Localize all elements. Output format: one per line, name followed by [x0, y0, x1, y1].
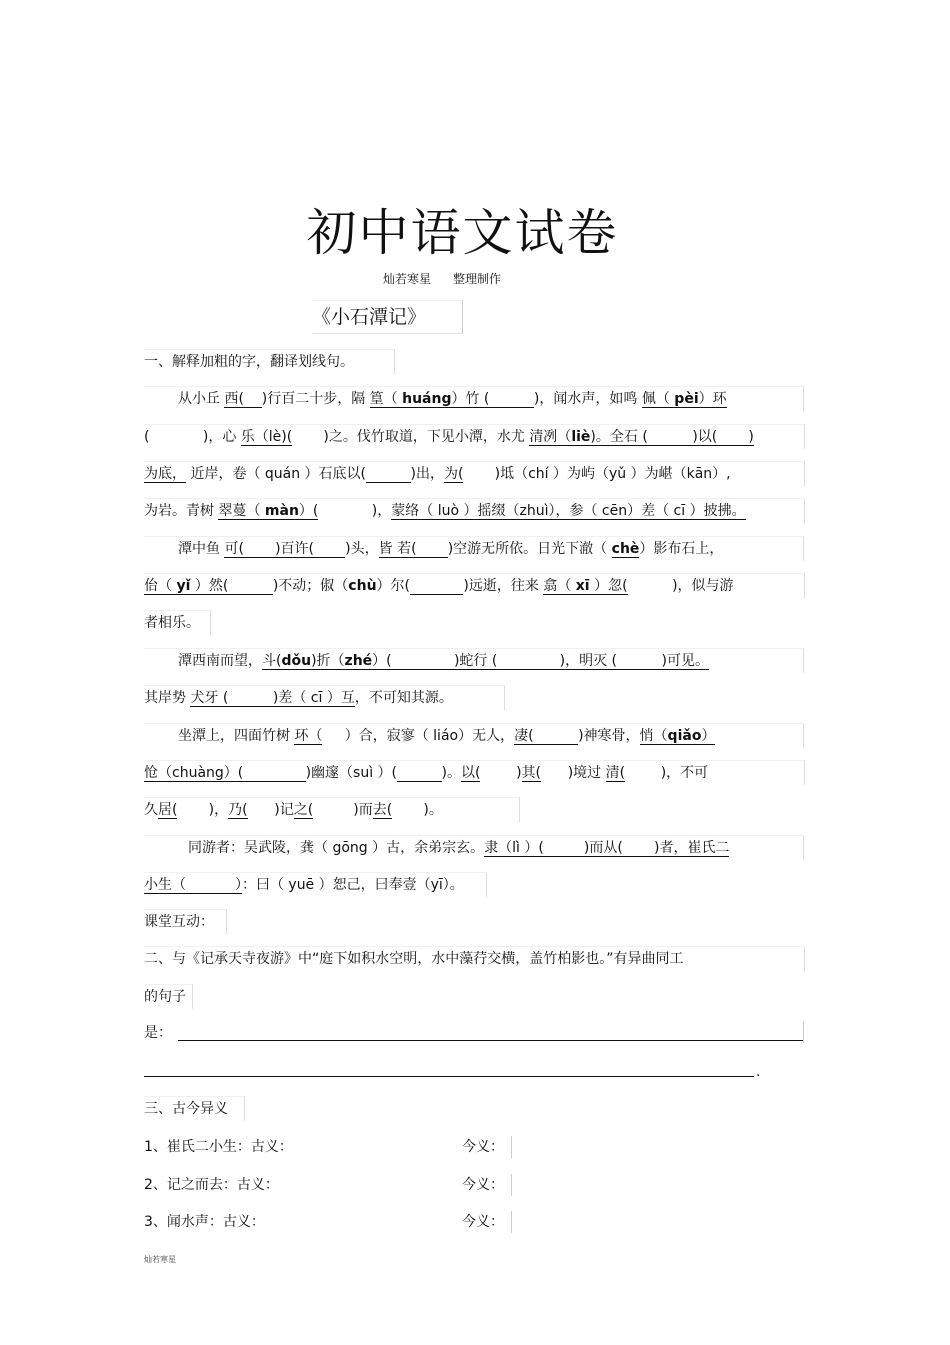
- p5-line2: 小生（ ）：曰（ yuē ）恕己，曰奉壹（yī）。: [144, 872, 487, 897]
- p1-line1: 从小丘 西( )行百二十步，隔 篁（ huáng）竹 ( )，闻水声，如鸣 佩（ pèi）环: [144, 386, 804, 411]
- answer-end-period: .: [756, 1064, 761, 1080]
- p2-line2: 佁（ yǐ ）然( )不动；俶（chù）尔( )远逝，往来 翕（ xī ）忽( )，似与游: [144, 573, 805, 598]
- item-1-divider: [511, 1136, 512, 1158]
- p2-line3: 者相乐。: [144, 610, 211, 635]
- item-2-gu-label: 古义：: [236, 1177, 279, 1193]
- p4-line2: 怆（chuàng）( )幽邃（suì ）( )。以( )其( )境过 清( )，不可: [144, 760, 805, 785]
- footer-author: 灿若寒星: [144, 1255, 176, 1264]
- section3-heading: 三、古今异义: [144, 1096, 245, 1121]
- item-2-gu: [144, 1173, 279, 1197]
- p4-line3: 久居( )，乃( )记之( )而去( )。: [144, 797, 520, 822]
- p1-line4: 为岩。青树 翠蔓（ màn）( )，蒙络（ luò ）摇缀（zhuì），参（ cēn）差（ cī ）披拂。: [144, 498, 805, 523]
- item-2-divider: [511, 1174, 512, 1196]
- section1-heading: 一、解释加粗的字，翻译划线句。: [144, 349, 395, 374]
- item-3-gu: [144, 1210, 265, 1234]
- item-2-label: 2、记之而去：: [144, 1177, 237, 1193]
- p4-line1: 坐潭上，四面竹树 环（ ）合，寂寥（ liáo）无人，凄( )神寒骨，悄（qiǎo）: [144, 723, 804, 748]
- answer-blank-1[interactable]: [178, 1040, 804, 1041]
- subtitle: [383, 270, 523, 287]
- item-3-label: 3、闻水声：: [144, 1214, 223, 1230]
- item-3-jin: 今义：: [462, 1214, 504, 1230]
- answer-blank-2[interactable]: [144, 1076, 754, 1077]
- p1-line2: ( )，心 乐（lè)( )之。伐竹取道，下见小潭，水尤 清冽（liè)。全石 ( )以( ): [144, 424, 805, 449]
- page-title: 初中语文试卷: [306, 204, 619, 262]
- text-title: 《小石潭记》: [312, 300, 463, 334]
- p3-line1: 潭西南而望，斗(dǒu)折（zhé）( )蛇行 ( )，明灭 ( )可见。: [144, 648, 804, 673]
- author: 灿若寒星: [383, 272, 432, 286]
- p3-line2: 其岸势 犬牙 ( )差（ cī ）互，不可知其源。: [144, 685, 505, 710]
- item-1-gu: [144, 1135, 293, 1159]
- item-3-divider: [511, 1211, 512, 1233]
- p2-line1: 潭中鱼 可( )百许( )头，皆 若( )空游无所依。日光下澈（ chè）影布石上，: [144, 536, 804, 561]
- made-by: 整理制作: [453, 272, 502, 286]
- p5-line1: 同游者：吴武陵，龚（ gōng ）古，余弟宗玄。隶（lì ）( )而从( )者，崔氏二: [144, 835, 804, 860]
- item-1-jin: 今义：: [462, 1139, 504, 1155]
- section2-question-line2: 的句子: [144, 984, 193, 1009]
- item-3-gu-label: 古义：: [222, 1214, 265, 1230]
- answer-frame-right: [803, 1021, 804, 1043]
- classroom-interaction: 课堂互动：: [144, 909, 227, 934]
- item-2-jin: 今义：: [462, 1177, 504, 1193]
- item-1-label: 1、崔氏二小生：: [144, 1139, 251, 1155]
- answer-label: 是：: [144, 1025, 172, 1041]
- item-1-gu-label: 古义：: [250, 1139, 293, 1155]
- p1-line3: 为底， 近岸，卷（ quán ）石底以( )出，为( )坻（chí ）为屿（yǔ ）为嵁（kān）,: [144, 461, 805, 486]
- section2-question-line1: 二、与《记承天寺夜游》中“庭下如积水空明，水中藻荇交横，盖竹柏影也。”有异曲同工: [144, 946, 805, 971]
